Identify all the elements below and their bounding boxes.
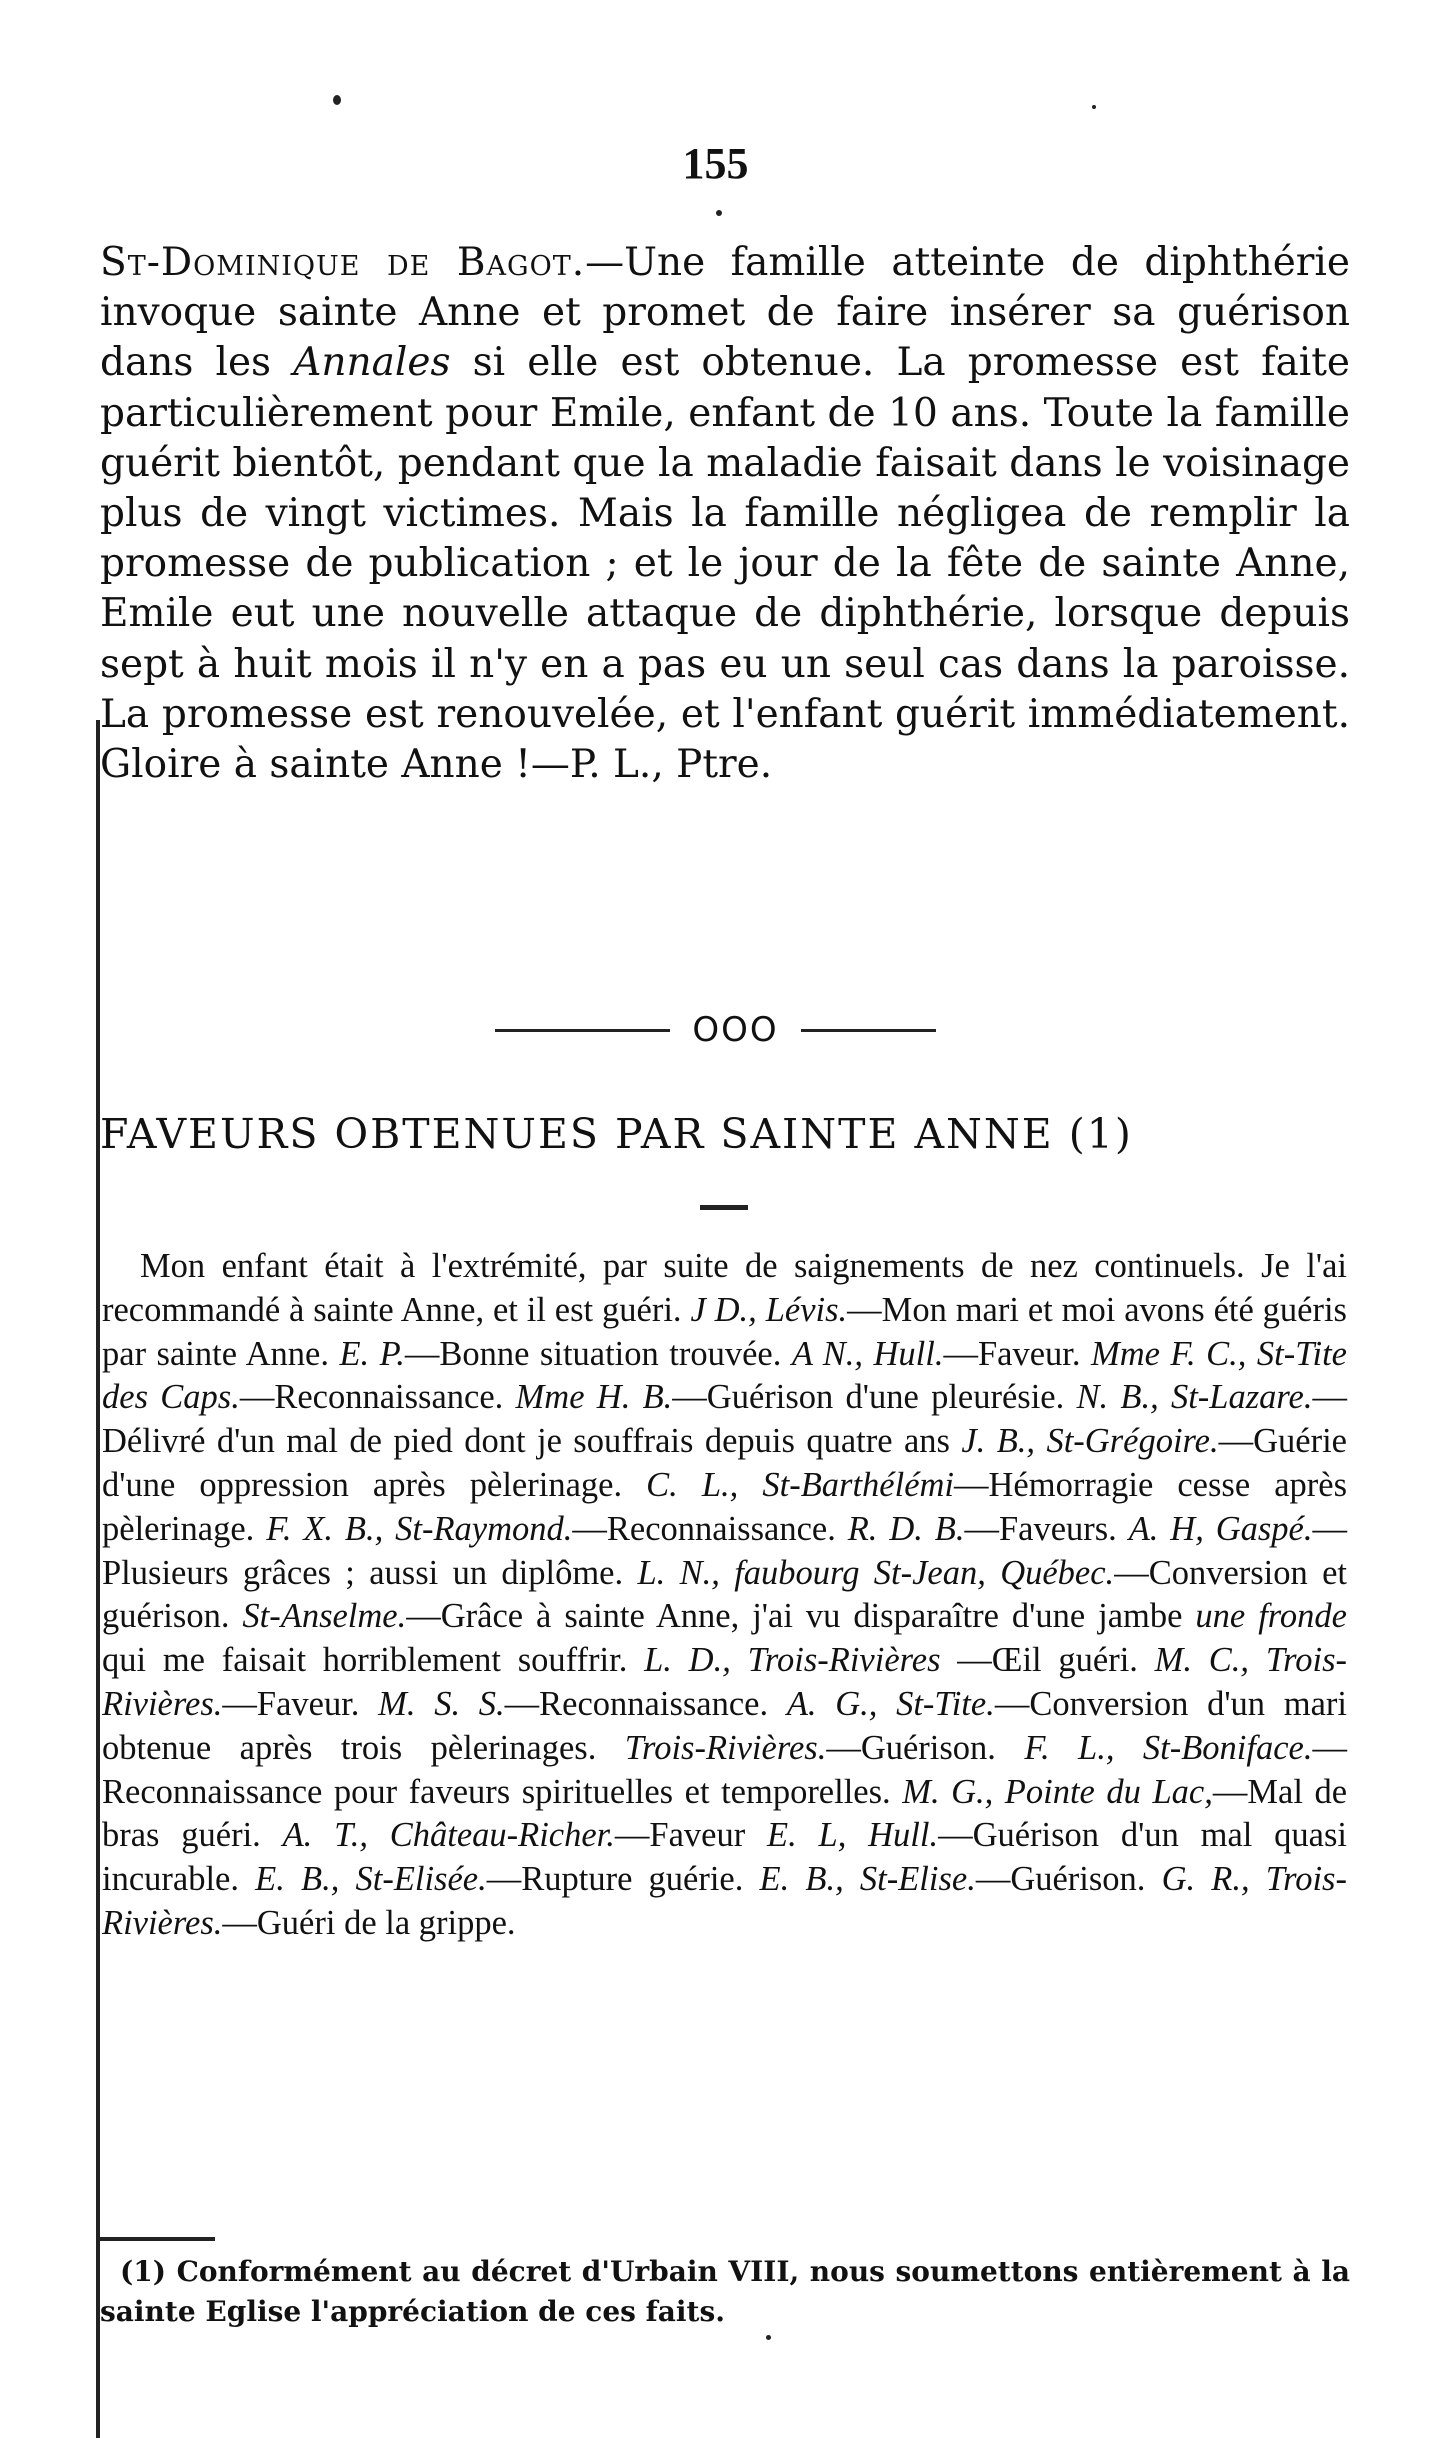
faveur-text: —Guérison.	[826, 1728, 1025, 1767]
faveur-attribution: E. P.	[339, 1334, 405, 1373]
faveur-text: —Guéri de la grippe.	[222, 1903, 516, 1942]
faveur-attribution: St-Anselme.	[242, 1597, 407, 1636]
faveur-attribution: J D., Lévis.	[690, 1290, 848, 1329]
faveur-attribution: C. L., St-Barthélémi	[646, 1465, 955, 1504]
footnote-text: Conformément au décret d'Urbain VIII, nous soumettons entièrement à la sainte Eglise l'appréciation de ces faits.	[100, 2255, 1351, 2328]
faveur-text: —Rupture guérie.	[486, 1860, 760, 1899]
faveur-attribution: G. R., Trois-Rivières.	[102, 1860, 1347, 1942]
faveur-text: —Guérie d'une oppression après pèlerinage.	[102, 1422, 1347, 1504]
faveur-text: —Reconnaissance pour faveurs spirituelles et temporelles.	[102, 1728, 1347, 1811]
faveur-text: —Faveur.	[222, 1684, 379, 1723]
speck	[333, 95, 341, 105]
faveur-attribution: M. G., Pointe du Lac,	[902, 1772, 1213, 1811]
faveur-attribution: Mme H. B.	[515, 1378, 673, 1417]
speck	[1092, 105, 1096, 109]
faveur-text: —Guérison d'un mal quasi incurable.	[102, 1816, 1347, 1899]
article-italic: Annales	[293, 340, 451, 386]
faveur-text: —Grâce à sainte Anne, j'ai vu disparaître d'une jambe	[406, 1597, 1196, 1636]
article-place: St-Dominique de Bagot.	[100, 240, 586, 285]
article-text: —Une famille atteinte de diphthérie invoque sainte Anne et promet de faire insérer sa guérison dans les	[100, 240, 1350, 386]
faveur-text: —Mon mari et moi avons été guéris par sainte Anne.	[102, 1290, 1347, 1373]
faveur-text: —Bonne situation trouvée.	[404, 1334, 792, 1373]
faveur-text: —Plusieurs grâces ; aussi un diplôme.	[102, 1509, 1347, 1592]
faveur-text: —Guérison d'une pleurésie.	[672, 1378, 1077, 1417]
faveur-attribution: M. C., Trois-Rivières.	[102, 1641, 1347, 1723]
faveur-text: —Reconnaissance.	[572, 1509, 848, 1548]
footnote-number: (1)	[120, 2255, 166, 2288]
faveur-text: —Mal de bras guéri.	[102, 1772, 1348, 1855]
faveur-text: —Guérison.	[975, 1860, 1162, 1899]
faveur-attribution: R. D. B.	[847, 1509, 965, 1548]
faveur-text: Mon enfant était à l'extrémité, par suite de saignements de nez continuels. Je l'ai recommandé à sainte Anne, et il est guéri.	[102, 1247, 1347, 1329]
faveur-attribution: M. S. S.	[378, 1684, 505, 1723]
title-ornament	[700, 1205, 748, 1210]
faveur-attribution: une fronde	[1195, 1597, 1347, 1636]
section-title: FAVEURS OBTENUES PAR SAINTE ANNE (1)	[100, 1110, 1133, 1158]
faveur-attribution: L. D., Trois-Rivières	[644, 1641, 941, 1680]
faveur-text: —Œil guéri.	[940, 1641, 1155, 1680]
faveur-attribution: Trois-Rivières.	[624, 1728, 827, 1767]
faveur-attribution: L. N., faubourg St-Jean, Québec.	[637, 1553, 1115, 1592]
faveur-attribution: E. B., St-Elise.	[759, 1860, 976, 1899]
faveur-text: —Faveurs.	[964, 1509, 1129, 1548]
faveur-attribution: E. B., St-Elisée.	[255, 1860, 487, 1899]
faveur-attribution: A. G., St-Tite.	[786, 1684, 995, 1723]
faveur-text: —Reconnaissance.	[239, 1378, 516, 1417]
faveur-attribution: F. L., St-Boniface.	[1024, 1728, 1313, 1767]
margin-rule	[96, 720, 100, 2438]
faveur-text: qui me faisait horriblement souffrir.	[102, 1641, 645, 1680]
divider-label: OOO	[692, 1010, 779, 1050]
faveur-text: —Hémorragie cesse après pèlerinage.	[102, 1465, 1347, 1548]
faveur-attribution: J. B., St-Grégoire.	[961, 1422, 1219, 1461]
speck	[716, 210, 722, 216]
article-text-continued: si elle est obtenue. La promesse est faite particulièrement pour Emile, enfant de 10 ans. Toute la famille guérit bientôt, pendant que la maladie faisait dans le voisinage plus de vingt victimes. Mais la famille négligea de remplir la promesse de publication ; et le jour de la fête de sainte Anne, Emile eut une nouvelle attaque de diphthérie, lorsque depuis sept à huit mois il n'y en a pas eu un seul cas dans la paroisse. La promesse est renouvelée, et l'enfant guérit immédiatement. Gloire à sainte Anne !—P. L., Ptre.	[100, 340, 1350, 788]
faveur-attribution: E. L, Hull.	[767, 1816, 939, 1855]
faveur-attribution: A N., Hull.	[791, 1334, 944, 1373]
faveur-attribution: F. X. B., St-Raymond.	[266, 1509, 573, 1548]
faveur-text: —Faveur	[614, 1816, 768, 1855]
faveur-text: —Conversion d'un mari obtenue après trois pèlerinages.	[102, 1684, 1347, 1767]
page-number: 155	[682, 139, 749, 188]
divider-dash-left	[495, 1029, 670, 1032]
faveur-attribution: N. B., St-Lazare.	[1076, 1378, 1313, 1417]
faveur-text: —Conversion et guérison.	[102, 1553, 1348, 1636]
faveur-attribution: A. H, Gaspé.	[1128, 1509, 1313, 1548]
faveur-text: —Faveur.	[943, 1334, 1091, 1373]
article-st-dominique	[100, 238, 1350, 790]
faveur-attribution: A. T., Château-Richer.	[282, 1816, 615, 1855]
divider-dash-right	[801, 1029, 936, 1032]
faveurs-paragraph	[102, 1245, 1347, 1946]
speck	[766, 2335, 771, 2340]
faveur-attribution: Mme F. C., St-Tite des Caps.	[102, 1334, 1347, 1417]
footnote	[100, 2252, 1350, 2332]
section-divider	[0, 1010, 1431, 1050]
faveur-text: —Reconnaissance.	[504, 1684, 787, 1723]
footnote-rule	[100, 2237, 215, 2241]
faveurs-list	[102, 1245, 1347, 1946]
faveur-text: —Délivré d'un mal de pied dont je souffrais depuis quatre ans	[102, 1378, 1347, 1461]
